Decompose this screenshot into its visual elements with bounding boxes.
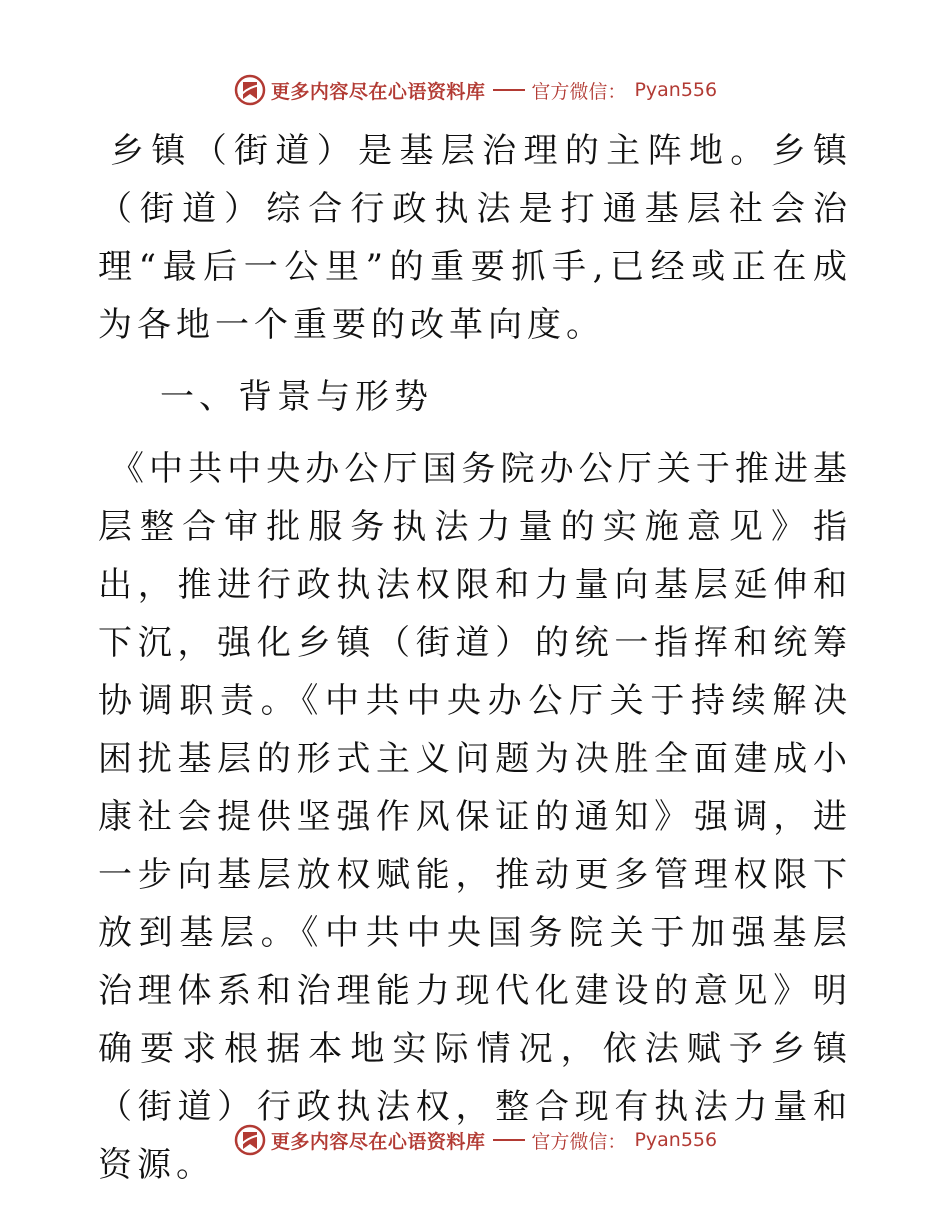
bookmark-emblem-icon bbox=[233, 1123, 267, 1157]
bookmark-emblem-icon bbox=[233, 73, 267, 107]
watermark-contact-label: 官方微信： bbox=[531, 80, 627, 103]
watermark-contact-label: 官方微信： bbox=[531, 1130, 627, 1153]
body-paragraph: 《中共中央办公厅国务院办公厅关于推进基层整合审批服务执法力量的实施意见》指出，推进行政执法权限和力量向基层延伸和下沉，强化乡镇（街道）的统一指挥和统筹协调职责。《中共中央办公厅关于持续解决困扰基层的形式主义问题为决胜全面建成小康社会提供坚强作风保证的通知》强调，进一步向基层放权赋能，推动更多管理权限下放到基层。《中共中央国务院关于加强基层治理体系和治理能力现代化建设的意见》明确要求根据本地实际情况，依法赋予乡镇（街道）行政执法权，整合现有执法力量和资源。 bbox=[98, 449, 852, 1185]
watermark-site-text: 更多内容尽在心语资料库 bbox=[270, 80, 486, 103]
watermark-site-text: 更多内容尽在心语资料库 bbox=[270, 1130, 486, 1153]
section-heading: 一、背景与形势 bbox=[160, 377, 433, 417]
watermark-contact-handle: Pyan556 bbox=[634, 79, 718, 101]
watermark-separator bbox=[493, 89, 525, 91]
intro-paragraph: 乡镇（街道）是基层治理的主阵地。乡镇（街道）综合行政执法是打通基层社会治理“最后一公里”的重要抓手,已经或正在成为各地一个重要的改革向度。 bbox=[98, 131, 852, 345]
watermark-separator bbox=[493, 1139, 525, 1141]
watermark-contact-handle: Pyan556 bbox=[634, 1129, 718, 1151]
footer-watermark-banner bbox=[0, 1120, 950, 1160]
document-body bbox=[98, 122, 852, 1194]
header-watermark-banner bbox=[0, 70, 950, 110]
